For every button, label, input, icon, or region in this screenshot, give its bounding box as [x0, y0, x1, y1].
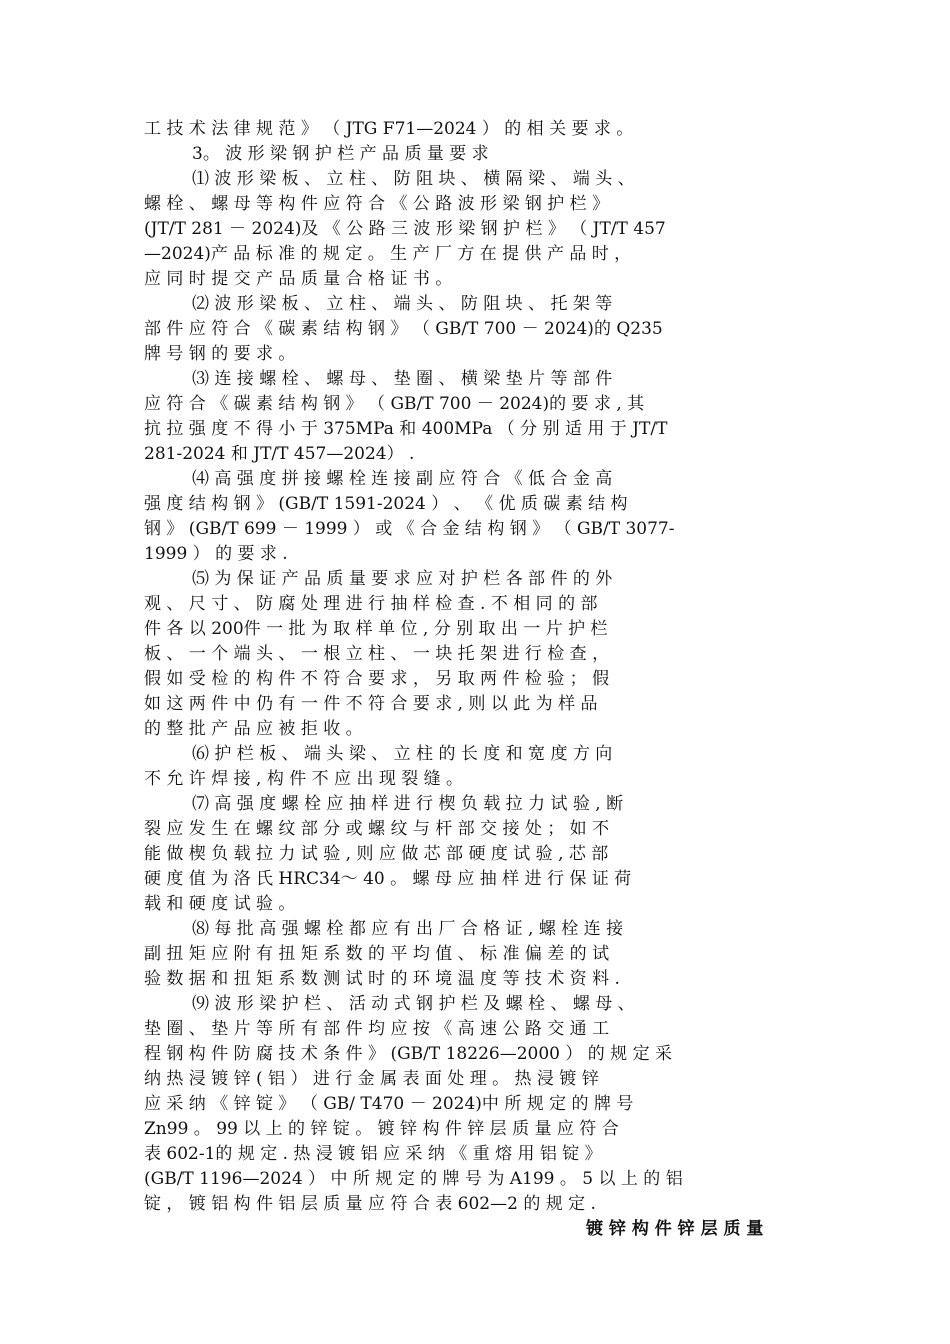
- paragraph-9-line: 纳 热 浸 镀 锌 ( 铝 ） 进 行 金 属 表 面 处 理 。 热 浸 镀 锌: [144, 1069, 599, 1089]
- paragraph-4-line: ⑷ 高 强 度 拼 接 螺 栓 连 接 副 应 符 合 《 低 合 金 高: [192, 469, 613, 489]
- paragraph-3-line: 281-2024 和 JT/T 457—2024） .: [144, 444, 415, 464]
- paragraph-1-line: —2024)产 品 标 准 的 规 定 。 生 产 厂 方 在 提 供 产 品 时 ，: [144, 244, 632, 264]
- paragraph-5-line: 的 整 批 产 品 应 被 拒 收 。: [144, 719, 363, 739]
- paragraph-1-line: (JT/T 281 － 2024)及 《 公 路 三 波 形 梁 钢 护 栏 》 （ JT/T 457: [144, 219, 666, 239]
- paragraph-4-line: 强 度 结 构 钢 》 (GB/T 1591-2024 ） 、 《 优 质 碳 素 结 构: [144, 494, 628, 514]
- paragraph-5-line: 观 、 尺 寸 、 防 腐 处 理 进 行 抽 样 检 查 . 不 相 同 的 部: [144, 594, 598, 614]
- paragraph-5-line: ⑸ 为 保 证 产 品 质 量 要 求 应 对 护 栏 各 部 件 的 外: [192, 569, 613, 589]
- paragraph-2-line: 牌 号 钢 的 要 求 。: [144, 344, 296, 364]
- paragraph-5-line: 假 如 受 检 的 构 件 不 符 合 要 求 ， 另 取 两 件 检 验 ； 假: [144, 669, 610, 689]
- table-caption: 镀 锌 构 件 锌 层 质 量: [586, 1219, 764, 1239]
- paragraph-6-line: ⑹ 护 栏 板 、 端 头 梁 、 立 柱 的 长 度 和 宽 度 方 向: [192, 744, 613, 764]
- paragraph-8-line: 副 扭 矩 应 附 有 扭 矩 系 数 的 平 均 值 、 标 准 偏 差 的 试: [144, 944, 610, 964]
- paragraph-5-line: 件 各 以 200件 一 批 为 取 样 单 位 , 分 别 取 出 一 片 护 栏: [144, 619, 608, 639]
- paragraph-9-line: 表 602-1的 规 定 . 热 浸 镀 铝 应 采 纳 《 重 熔 用 铝 锭 》: [144, 1144, 602, 1164]
- paragraph-7-line: 能 做 楔 负 载 拉 力 试 验 , 则 应 做 芯 部 硬 度 试 验 , 芯 部: [144, 844, 609, 864]
- paragraph-1-line: 螺 栓 、 螺 母 等 构 件 应 符 合 《 公 路 波 形 梁 钢 护 栏 》: [144, 194, 610, 214]
- paragraph-7-line: ⑺ 高 强 度 螺 栓 应 抽 样 进 行 楔 负 载 拉 力 试 验 , 断: [192, 794, 624, 814]
- paragraph-9-line: ⑼ 波 形 梁 护 栏 、 活 动 式 钢 护 栏 及 螺 栓 、 螺 母 、: [192, 994, 635, 1014]
- paragraph-7-line: 载 和 硬 度 试 验 。: [144, 894, 296, 914]
- paragraph-4-line: 1999 ） 的 要 求 .: [144, 544, 288, 564]
- paragraph-5-line: 如 这 两 件 中 仍 有 一 件 不 符 合 要 求 , 则 以 此 为 样 品: [144, 694, 598, 714]
- paragraph-8-line: ⑻ 每 批 高 强 螺 栓 都 应 有 出 厂 合 格 证 , 螺 栓 连 接: [192, 919, 624, 939]
- paragraph-7-line: 硬 度 值 为 洛 氏 HRC34～ 40 。 螺 母 应 抽 样 进 行 保 证 荷: [144, 869, 632, 889]
- paragraph-9-line: Zn99 。 99 以 上 的 锌 锭 。 镀 锌 构 件 锌 层 质 量 应 符 合: [144, 1119, 619, 1139]
- paragraph-9-line: 应 采 纳 《 锌 锭 》 （ GB/ T470 － 2024)中 所 规 定 的 牌 号: [144, 1094, 634, 1114]
- paragraph-3-line: 应 符 合 《 碳 素 结 构 钢 》 （ GB/T 700 － 2024)的 要 求 , 其: [144, 394, 645, 414]
- paragraph-4-line: 钢 》 (GB/T 699 － 1999 ） 或 《 合 金 结 构 钢 》 （ GB/T 3077-: [144, 519, 675, 539]
- paragraph-3-line: ⑶ 连 接 螺 栓 、 螺 母 、 垫 圈 、 横 梁 垫 片 等 部 件: [192, 369, 613, 389]
- section-heading: 3。 波 形 梁 钢 护 栏 产 品 质 量 要 求: [192, 144, 489, 164]
- paragraph-1-line: 应 同 时 提 交 产 品 质 量 合 格 证 书 。: [144, 269, 453, 289]
- paragraph-9-line: 程 钢 构 件 防 腐 技 术 条 件 》 (GB/T 18226—2000 ） 的 规 定 采: [144, 1044, 672, 1064]
- paragraph-3-line: 抗 拉 强 度 不 得 小 于 375MPa 和 400MPa （ 分 别 适 用 于 JT/T: [144, 419, 668, 439]
- text-line: 工 技 术 法 律 规 范 》 （ JTG F71—2024 ） 的 相 关 要 求 。: [144, 119, 634, 139]
- paragraph-8-line: 验 数 据 和 扭 矩 系 数 测 试 时 的 环 境 温 度 等 技 术 资 料 .: [144, 969, 620, 989]
- paragraph-9-line: (GB/T 1196—2024 ） 中 所 规 定 的 牌 号 为 A199 。 5 以 上 的 铝: [144, 1169, 683, 1189]
- paragraph-1-line: ⑴ 波 形 梁 板 、 立 柱 、 防 阻 块 、 横 隔 梁 、 端 头 、: [192, 169, 635, 189]
- paragraph-6-line: 不 允 许 焊 接 , 构 件 不 应 出 现 裂 缝 。: [144, 769, 464, 789]
- paragraph-2-line: 部 件 应 符 合 《 碳 素 结 构 钢 》 （ GB/T 700 － 2024)的 Q235: [144, 319, 663, 339]
- paragraph-7-line: 裂 应 发 生 在 螺 纹 部 分 或 螺 纹 与 杆 部 交 接 处 ； 如 不: [144, 819, 610, 839]
- paragraph-9-line: 锭 ， 镀 铝 构 件 铝 层 质 量 应 符 合 表 602—2 的 规 定 .: [144, 1194, 596, 1214]
- paragraph-5-line: 板 、 一 个 端 头 、 一 根 立 柱 、 一 块 托 架 进 行 检 查 ，: [144, 644, 610, 664]
- paragraph-2-line: ⑵ 波 形 梁 板 、 立 柱 、 端 头 、 防 阻 块 、 托 架 等: [192, 294, 613, 314]
- paragraph-9-line: 垫 圈 、 垫 片 等 所 有 部 件 均 应 按 《 高 速 公 路 交 通 工: [144, 1019, 610, 1039]
